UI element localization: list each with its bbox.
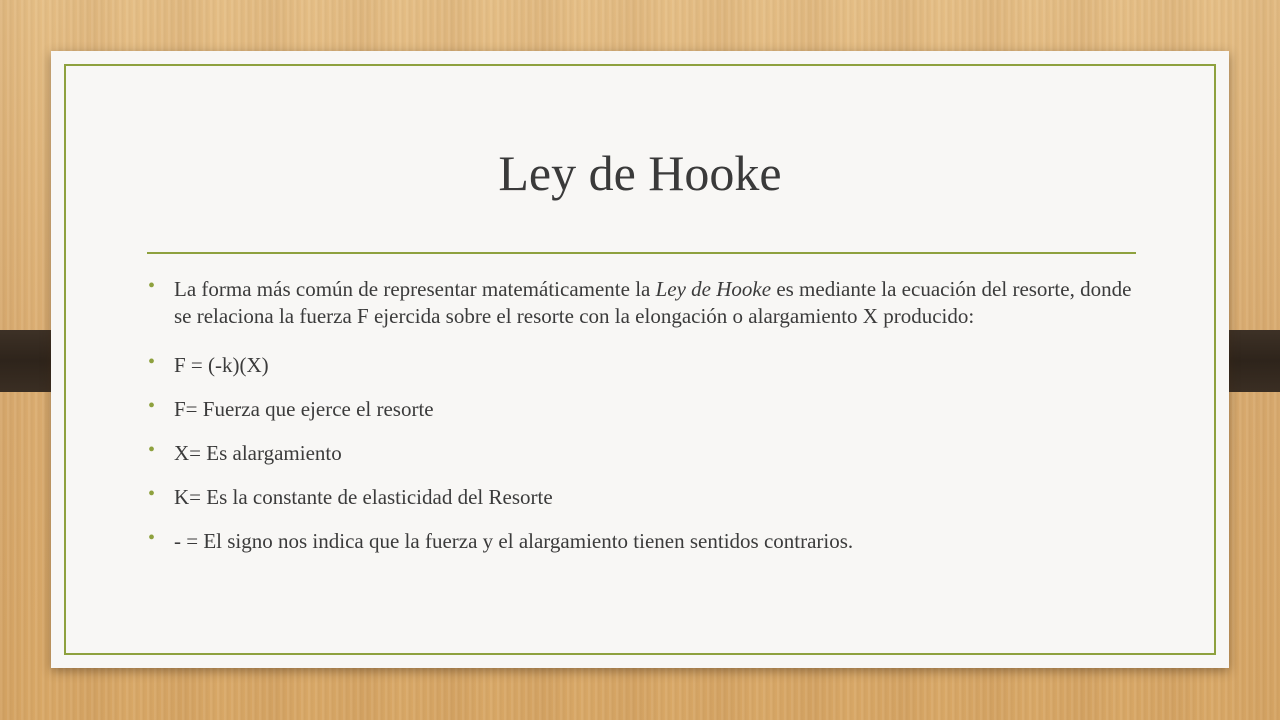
bullet-marker: • <box>148 439 156 461</box>
bullet-constant <box>148 484 1148 511</box>
bullet-elongation <box>148 440 1148 467</box>
bullet-marker: • <box>148 483 156 505</box>
bullet-marker: • <box>148 275 156 297</box>
bullet-text: K= Es la constante de elasticidad del Resorte <box>174 485 553 509</box>
bullet-text: F= Fuerza que ejerce el resorte <box>174 397 434 421</box>
bullet-marker: • <box>148 351 156 373</box>
bullet-text: - = El signo nos indica que la fuerza y el alargamiento tienen sentidos contrarios. <box>174 529 854 553</box>
bullet-marker: • <box>148 527 156 549</box>
bullet-intro-text-2: es mediante la ecuación del resorte, donde se relaciona la fuerza F ejercida sobre el resorte con la elongación o alargamiento X producido: <box>174 277 1132 328</box>
title-divider <box>147 252 1136 254</box>
bullet-list <box>148 276 1148 572</box>
bullet-intro-text-1: La forma más común de representar matemáticamente la <box>174 277 656 301</box>
bullet-force <box>148 396 1148 423</box>
bullet-sign <box>148 528 1148 555</box>
slide-title: Ley de Hooke <box>498 145 782 201</box>
bullet-text: F = (-k)(X) <box>174 353 269 377</box>
bullet-formula <box>148 352 1148 379</box>
bullet-text: X= Es alargamiento <box>174 441 342 465</box>
bullet-intro <box>148 276 1148 330</box>
bullet-intro-italic: Ley de Hooke <box>655 277 772 301</box>
bullet-marker: • <box>148 395 156 417</box>
slide-card <box>51 51 1229 668</box>
